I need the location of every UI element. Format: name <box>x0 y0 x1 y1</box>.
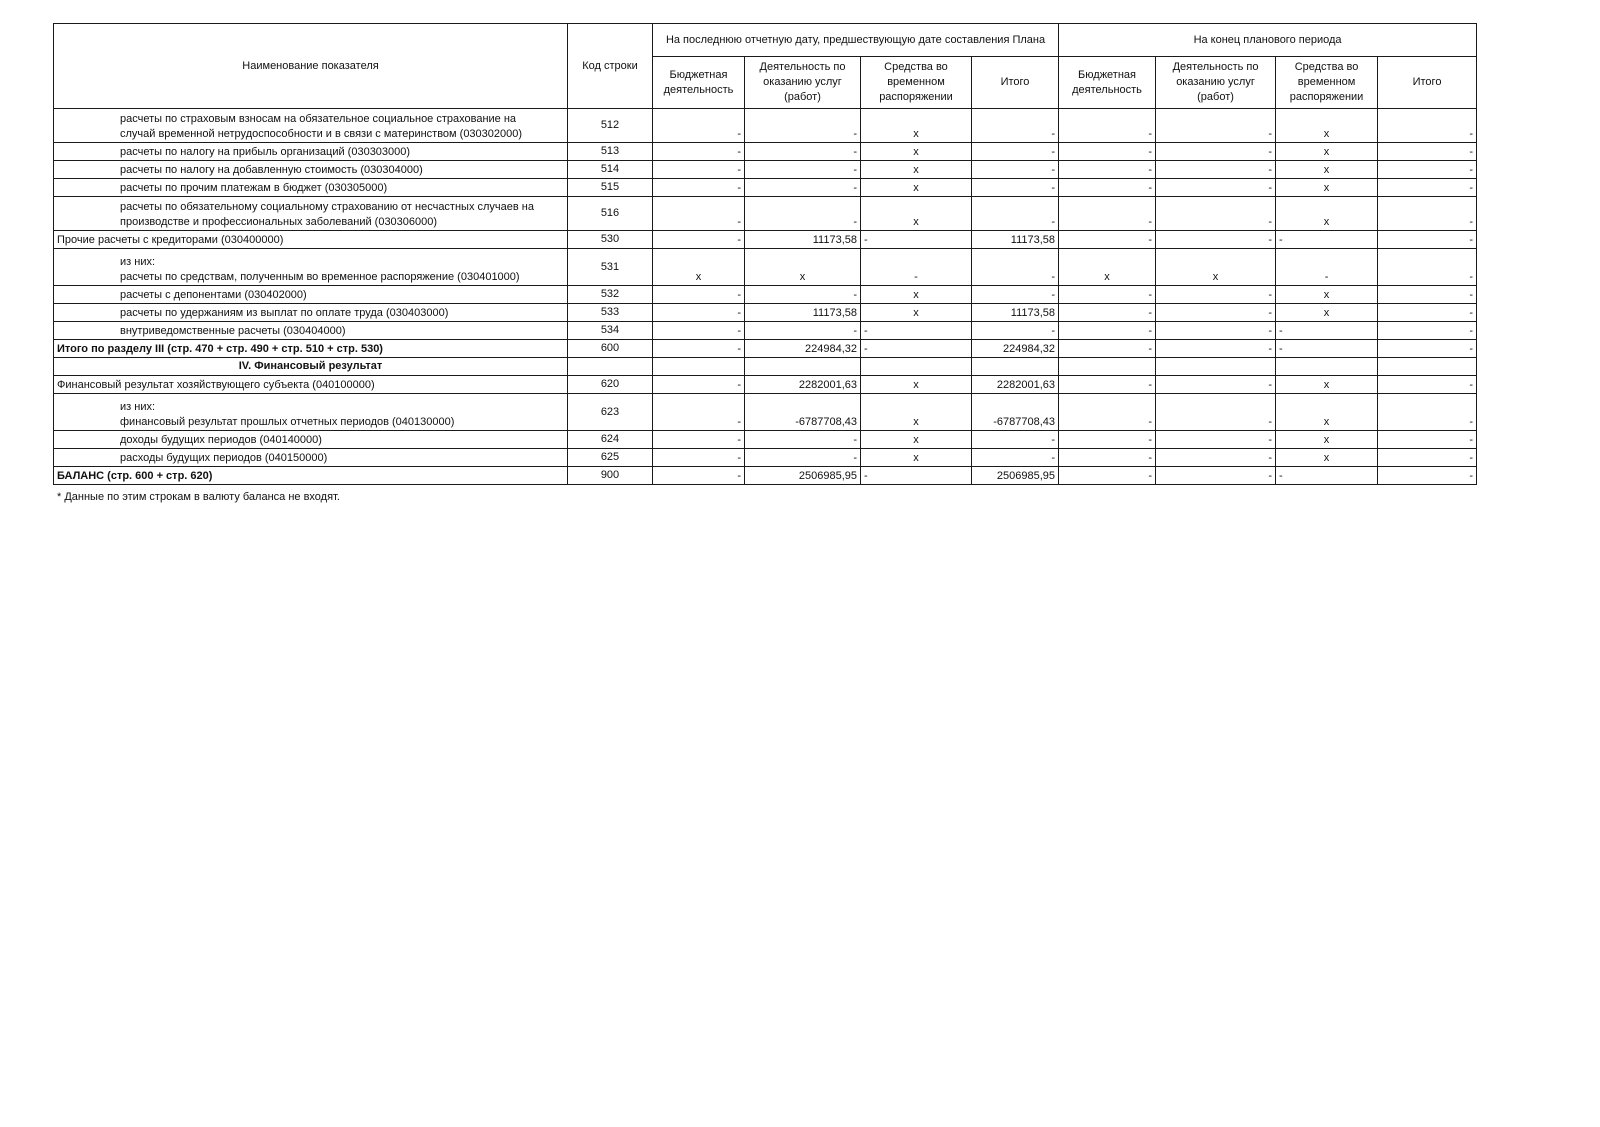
value-cell: x <box>1276 179 1378 197</box>
section-empty-cell <box>972 358 1059 376</box>
header-sub: Бюджетная деятельность <box>653 57 745 109</box>
value-cell: - <box>972 179 1059 197</box>
header-sub: Итого <box>1378 57 1477 109</box>
value-cell: - <box>1378 249 1477 286</box>
value-cell: - <box>861 249 972 286</box>
row-name-line: Прочие расчеты с кредиторами (030400000) <box>57 234 284 246</box>
value-cell: - <box>861 340 972 358</box>
value-cell: x <box>1276 109 1378 143</box>
section-row <box>54 358 1477 376</box>
value-cell: - <box>1276 340 1378 358</box>
value-cell: x <box>861 394 972 431</box>
row-name-line: расходы будущих периодов (040150000) <box>120 452 328 464</box>
header-sub: Итого <box>972 57 1059 109</box>
value-cell: - <box>745 161 861 179</box>
row-name <box>54 467 568 485</box>
value-cell: x <box>861 197 972 231</box>
value-cell: - <box>1059 109 1156 143</box>
value-cell: - <box>653 197 745 231</box>
row-code: 516 <box>568 197 653 231</box>
row-name <box>54 179 568 197</box>
value-cell: - <box>653 322 745 340</box>
value-cell: 2506985,95 <box>745 467 861 485</box>
value-cell: - <box>745 197 861 231</box>
row-name-line: случай временной нетрудоспособности и в связи с материнством (030302000) <box>120 128 523 140</box>
value-cell: - <box>1156 340 1276 358</box>
row-name-line: внутриведомственные расчеты (030404000) <box>120 325 346 337</box>
value-cell: - <box>1378 394 1477 431</box>
value-cell: - <box>745 179 861 197</box>
header-sub: Бюджетная деятельность <box>1059 57 1156 109</box>
value-cell: - <box>972 249 1059 286</box>
table-row <box>54 304 1477 322</box>
header-name: Наименование показателя <box>54 24 568 109</box>
value-cell: - <box>1156 431 1276 449</box>
balance-table <box>53 23 1477 485</box>
header-group-last-date: На последнюю отчетную дату, предшествующую дате составления Плана <box>653 24 1059 57</box>
table-row <box>54 109 1477 143</box>
value-cell: - <box>1378 143 1477 161</box>
value-cell: - <box>1378 340 1477 358</box>
row-name-line: финансовый результат прошлых отчетных периодов (040130000) <box>120 416 455 428</box>
value-cell: - <box>1378 197 1477 231</box>
value-cell: - <box>1059 322 1156 340</box>
value-cell: - <box>1378 286 1477 304</box>
value-cell: - <box>1059 161 1156 179</box>
value-cell: - <box>1378 231 1477 249</box>
value-cell: x <box>1156 249 1276 286</box>
row-name-line: расчеты по налогу на добавленную стоимость (030304000) <box>120 164 423 176</box>
value-cell: - <box>745 449 861 467</box>
section-empty-cell <box>568 358 653 376</box>
row-name-line: из них: <box>120 256 156 268</box>
value-cell: - <box>745 109 861 143</box>
value-cell: x <box>1276 286 1378 304</box>
value-cell: - <box>1156 376 1276 394</box>
value-cell: - <box>1059 467 1156 485</box>
section-empty-cell <box>1156 358 1276 376</box>
row-code: 900 <box>568 467 653 485</box>
value-cell: -6787708,43 <box>972 394 1059 431</box>
value-cell: x <box>861 286 972 304</box>
value-cell: - <box>745 322 861 340</box>
header-sub: Средства во временном распоряжении <box>1276 57 1378 109</box>
value-cell: - <box>861 467 972 485</box>
value-cell: - <box>1156 304 1276 322</box>
value-cell: - <box>861 231 972 249</box>
table-row <box>54 431 1477 449</box>
value-cell: - <box>972 449 1059 467</box>
row-code: 531 <box>568 249 653 286</box>
row-name-line: из них: <box>120 401 156 413</box>
value-cell: - <box>653 304 745 322</box>
value-cell: - <box>1156 109 1276 143</box>
table-row <box>54 143 1477 161</box>
value-cell: - <box>745 431 861 449</box>
row-name-line: расчеты с депонентами (030402000) <box>120 289 307 301</box>
value-cell: x <box>1276 394 1378 431</box>
table-row <box>54 249 1477 286</box>
row-name <box>54 394 568 431</box>
row-code: 530 <box>568 231 653 249</box>
value-cell: - <box>1156 449 1276 467</box>
value-cell: - <box>1276 249 1378 286</box>
value-cell: x <box>861 143 972 161</box>
value-cell: - <box>1059 179 1156 197</box>
value-cell: x <box>1276 376 1378 394</box>
row-name <box>54 249 568 286</box>
table-row <box>54 231 1477 249</box>
value-cell: x <box>1276 197 1378 231</box>
section-empty-cell <box>745 358 861 376</box>
value-cell: 11173,58 <box>745 304 861 322</box>
value-cell: - <box>1156 143 1276 161</box>
header-sub: Деятельность по оказанию услуг (работ) <box>745 57 861 109</box>
value-cell: - <box>653 467 745 485</box>
value-cell: - <box>1059 231 1156 249</box>
row-name <box>54 449 568 467</box>
value-cell: - <box>861 322 972 340</box>
row-name <box>54 431 568 449</box>
row-name <box>54 322 568 340</box>
section-empty-cell <box>1276 358 1378 376</box>
row-name-line: Итого по разделу III (стр. 470 + стр. 490 + стр. 510 + стр. 530) <box>57 343 383 355</box>
value-cell: - <box>1378 467 1477 485</box>
value-cell: - <box>1378 449 1477 467</box>
value-cell: 11173,58 <box>972 231 1059 249</box>
row-code: 534 <box>568 322 653 340</box>
value-cell: x <box>861 449 972 467</box>
table-body <box>54 109 1477 485</box>
value-cell: - <box>653 286 745 304</box>
value-cell: - <box>972 109 1059 143</box>
value-cell: - <box>1156 286 1276 304</box>
value-cell: - <box>972 322 1059 340</box>
row-name <box>54 231 568 249</box>
row-name-line: расчеты по удержаниям из выплат по оплате труда (030403000) <box>120 307 449 319</box>
section-empty-cell <box>1059 358 1156 376</box>
header-code: Код строки <box>568 24 653 109</box>
table-row <box>54 179 1477 197</box>
row-code: 514 <box>568 161 653 179</box>
row-code: 533 <box>568 304 653 322</box>
table-row <box>54 340 1477 358</box>
value-cell: x <box>861 161 972 179</box>
table-row <box>54 467 1477 485</box>
section-empty-cell <box>1378 358 1477 376</box>
value-cell: - <box>1276 467 1378 485</box>
row-name <box>54 143 568 161</box>
value-cell: - <box>1156 467 1276 485</box>
row-name-line: доходы будущих периодов (040140000) <box>120 434 322 446</box>
value-cell: - <box>1059 376 1156 394</box>
value-cell: - <box>1059 286 1156 304</box>
value-cell: -6787708,43 <box>745 394 861 431</box>
row-code: 513 <box>568 143 653 161</box>
value-cell: - <box>653 394 745 431</box>
header-sub: Средства во временном распоряжении <box>861 57 972 109</box>
row-code: 600 <box>568 340 653 358</box>
row-name-line: производстве и профессиональных заболеваний (030306000) <box>120 216 438 228</box>
value-cell: - <box>1059 394 1156 431</box>
value-cell: 11173,58 <box>745 231 861 249</box>
value-cell: - <box>1276 231 1378 249</box>
value-cell: - <box>1059 449 1156 467</box>
value-cell: - <box>1156 161 1276 179</box>
value-cell: - <box>1156 197 1276 231</box>
value-cell: x <box>653 249 745 286</box>
row-name <box>54 340 568 358</box>
row-name <box>54 197 568 231</box>
header-group-plan-end: На конец планового периода <box>1059 24 1477 57</box>
value-cell: - <box>1378 431 1477 449</box>
value-cell: x <box>1276 161 1378 179</box>
value-cell: - <box>653 161 745 179</box>
row-name <box>54 304 568 322</box>
table-row <box>54 449 1477 467</box>
row-name-line: Финансовый результат хозяйствующего субъекта (040100000) <box>57 379 375 391</box>
value-cell: - <box>1059 197 1156 231</box>
value-cell: - <box>1378 322 1477 340</box>
row-name-line: расчеты по обязательному социальному страхованию от несчастных случаев на <box>120 201 534 213</box>
value-cell: - <box>1378 376 1477 394</box>
value-cell: - <box>653 179 745 197</box>
value-cell: - <box>1059 431 1156 449</box>
value-cell: - <box>1156 179 1276 197</box>
section-empty-cell <box>653 358 745 376</box>
value-cell: - <box>1378 179 1477 197</box>
row-name-line: расчеты по страховым взносам на обязательное социальное страхование на <box>120 113 517 125</box>
value-cell: x <box>861 304 972 322</box>
value-cell: x <box>1276 304 1378 322</box>
value-cell: - <box>653 109 745 143</box>
value-cell: - <box>972 431 1059 449</box>
table-row <box>54 394 1477 431</box>
table-row <box>54 322 1477 340</box>
value-cell: - <box>653 376 745 394</box>
footnote: * Данные по этим строкам в валюту баланса не входят. <box>57 491 340 503</box>
value-cell: - <box>1378 161 1477 179</box>
header-sub: Деятельность по оказанию услуг (работ) <box>1156 57 1276 109</box>
value-cell: - <box>972 143 1059 161</box>
value-cell: - <box>1378 304 1477 322</box>
row-name-line: расчеты по прочим платежам в бюджет (030305000) <box>120 182 388 194</box>
row-name-line: расчеты по налогу на прибыль организаций (030303000) <box>120 146 411 158</box>
row-code: 625 <box>568 449 653 467</box>
value-cell: - <box>1276 322 1378 340</box>
value-cell: - <box>745 286 861 304</box>
value-cell: 2506985,95 <box>972 467 1059 485</box>
value-cell: 2282001,63 <box>745 376 861 394</box>
value-cell: x <box>1276 449 1378 467</box>
row-name <box>54 161 568 179</box>
row-code: 532 <box>568 286 653 304</box>
value-cell: - <box>1378 109 1477 143</box>
row-code: 624 <box>568 431 653 449</box>
value-cell: x <box>745 249 861 286</box>
value-cell: x <box>1059 249 1156 286</box>
value-cell: - <box>1156 231 1276 249</box>
row-code: 512 <box>568 109 653 143</box>
value-cell: x <box>861 109 972 143</box>
table-row <box>54 161 1477 179</box>
value-cell: - <box>972 197 1059 231</box>
value-cell: - <box>972 286 1059 304</box>
value-cell: x <box>1276 431 1378 449</box>
table-row <box>54 197 1477 231</box>
value-cell: - <box>1156 394 1276 431</box>
table-row <box>54 286 1477 304</box>
row-code: 620 <box>568 376 653 394</box>
value-cell: - <box>1059 340 1156 358</box>
value-cell: - <box>1156 322 1276 340</box>
table-header <box>54 24 1477 109</box>
row-name-line: БАЛАНС (стр. 600 + стр. 620) <box>57 470 213 482</box>
value-cell: 224984,32 <box>745 340 861 358</box>
row-name <box>54 376 568 394</box>
value-cell: - <box>653 340 745 358</box>
row-name <box>54 109 568 143</box>
value-cell: x <box>861 179 972 197</box>
value-cell: - <box>745 143 861 161</box>
row-code: 515 <box>568 179 653 197</box>
row-name-line: расчеты по средствам, полученным во временное распоряжение (030401000) <box>120 271 520 283</box>
value-cell: 11173,58 <box>972 304 1059 322</box>
value-cell: x <box>861 431 972 449</box>
value-cell: 224984,32 <box>972 340 1059 358</box>
value-cell: - <box>1059 143 1156 161</box>
value-cell: x <box>1276 143 1378 161</box>
value-cell: - <box>653 143 745 161</box>
value-cell: - <box>972 161 1059 179</box>
section-title: IV. Финансовый результат <box>54 358 568 376</box>
row-name <box>54 286 568 304</box>
row-code: 623 <box>568 394 653 431</box>
table-row <box>54 376 1477 394</box>
value-cell: x <box>861 376 972 394</box>
value-cell: - <box>1059 304 1156 322</box>
value-cell: 2282001,63 <box>972 376 1059 394</box>
value-cell: - <box>653 431 745 449</box>
value-cell: - <box>653 231 745 249</box>
section-empty-cell <box>861 358 972 376</box>
value-cell: - <box>653 449 745 467</box>
